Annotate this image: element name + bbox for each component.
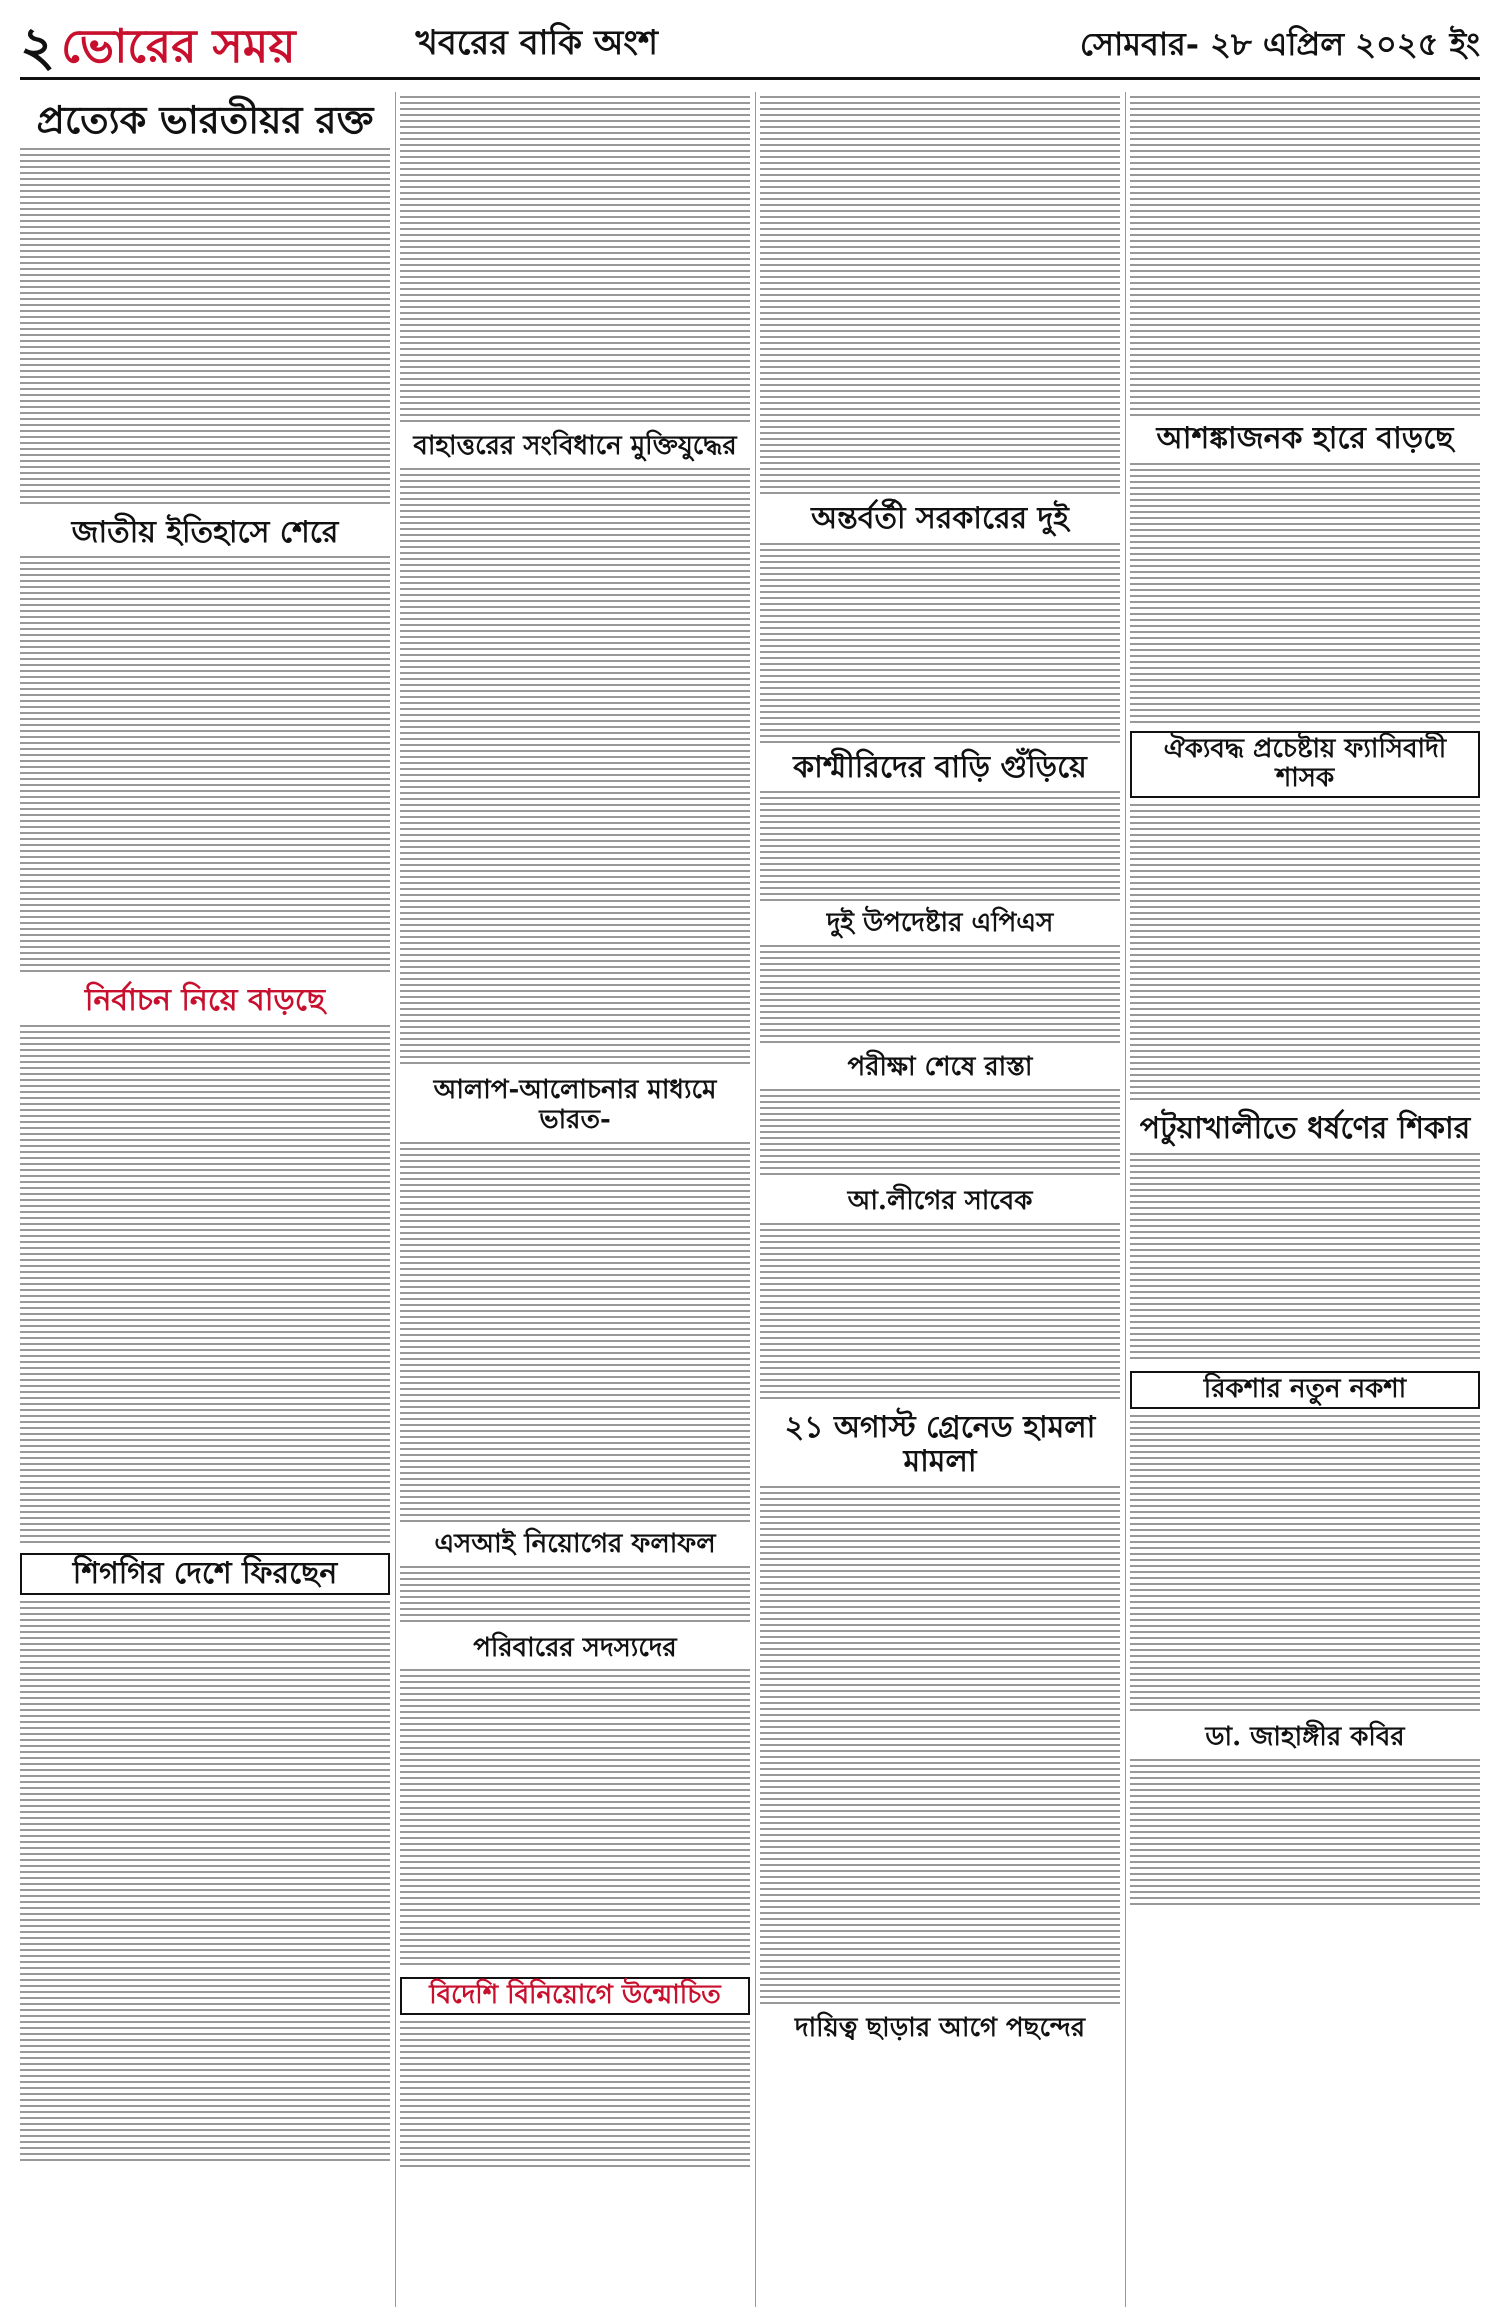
headline: পরীক্ষা শেষে রাস্তা [847, 1051, 1033, 1082]
article-body [400, 2021, 750, 2171]
article [1130, 731, 1480, 1105]
article-body [1130, 463, 1480, 723]
article-body [760, 543, 1120, 743]
headline: আ.লীগের সাবেক [847, 1185, 1033, 1216]
article-body [760, 1223, 1120, 1403]
headline: নির্বাচন নিয়ে বাড়ছে [84, 983, 326, 1019]
column-divider [755, 92, 756, 2307]
article [1130, 1723, 1480, 1909]
article-body [1130, 804, 1480, 1104]
article-body [1130, 1153, 1480, 1363]
headline: এসআই নিয়োগের ফলাফল [434, 1528, 716, 1559]
headline: বিদেশি বিনিয়োগে উন্মোচিত [400, 1977, 750, 2015]
column-4 [1130, 92, 1480, 2307]
article [400, 1076, 750, 1522]
article [1130, 1112, 1480, 1363]
headline: অন্তর্বর্তী সরকারের দুই [811, 501, 1069, 536]
section-title: খবরের বাকি অংশ [415, 23, 659, 63]
headline: প্রত্যেক ভারতীয়র রক্ত [36, 97, 374, 142]
headline: বাহাত্তরের সংবিধানে মুক্তিযুদ্ধের [413, 431, 737, 461]
article-body [400, 96, 750, 426]
headline: দায়িত্ব ছাড়ার আগে পছন্দের [794, 2012, 1086, 2043]
article-body [760, 96, 1120, 496]
article-body [760, 1089, 1120, 1179]
article [760, 1053, 1120, 1179]
article [760, 1411, 1120, 2006]
page-number: ২ [20, 13, 56, 78]
headline: কাশ্মীরিদের বাড়ি গুঁড়িয়ে [793, 749, 1087, 785]
article [400, 1530, 750, 1626]
article [400, 1977, 750, 2171]
headline: ঐক্যবদ্ধ প্রচেষ্টায় ফ্যাসিবাদী শাসক [1130, 731, 1480, 799]
headline: আশঙ্কাজনক হারে বাড়ছে [1156, 421, 1454, 456]
headline: শিগগির দেশে ফিরছেন [20, 1553, 390, 1596]
issue-date: সোমবার- ২৮ এপ্রিল ২০২৫ ইং [1079, 24, 1480, 63]
article [1130, 422, 1480, 723]
column-divider [1125, 92, 1126, 2307]
article [760, 1187, 1120, 1403]
headline: ২১ অগাস্ট গ্রেনেড হামলা মামলা [784, 1409, 1096, 1480]
article-body [400, 1142, 750, 1522]
column-divider [395, 92, 396, 2307]
article [20, 984, 390, 1545]
article [760, 909, 1120, 1045]
masthead [20, 14, 1480, 80]
column-2 [400, 92, 750, 2307]
article [760, 502, 1120, 743]
article [400, 1634, 750, 1970]
article [400, 432, 750, 1068]
article-body [760, 1486, 1120, 2006]
article-body [1130, 1759, 1480, 1909]
article [20, 98, 390, 508]
article-body [1130, 96, 1480, 416]
headline: দুই উপদেষ্টার এপিএস [826, 908, 1054, 938]
article-body [400, 468, 750, 1068]
article-body [400, 1669, 750, 1969]
article-body [20, 148, 390, 508]
headline: রিকশার নতুন নকশা [1130, 1371, 1480, 1409]
article [760, 2014, 1120, 2044]
column-3 [760, 92, 1120, 2307]
article [1130, 1371, 1480, 1715]
column-1 [20, 92, 390, 2307]
headline: জাতীয় ইতিহাসে শেরে [71, 514, 339, 550]
article-body [20, 556, 390, 976]
article-body [760, 791, 1120, 901]
article [760, 751, 1120, 902]
article [20, 1553, 390, 2162]
article-body [1130, 1415, 1480, 1715]
article-body [400, 1566, 750, 1626]
article-body [760, 945, 1120, 1045]
headline: পরিবারের সদস্যদের [473, 1632, 677, 1663]
article-body [20, 1025, 390, 1545]
headline: পটুয়াখালীতে ধর্ষণের শিকার [1139, 1111, 1471, 1147]
article-body [20, 1601, 390, 2161]
headline: ডা. জাহাঙ্গীর কবির [1205, 1721, 1405, 1752]
paper-name: ভোরের সময় [61, 18, 296, 73]
headline: আলাপ-আলোচনার মাধ্যমে ভারত- [433, 1074, 717, 1135]
article [20, 516, 390, 977]
